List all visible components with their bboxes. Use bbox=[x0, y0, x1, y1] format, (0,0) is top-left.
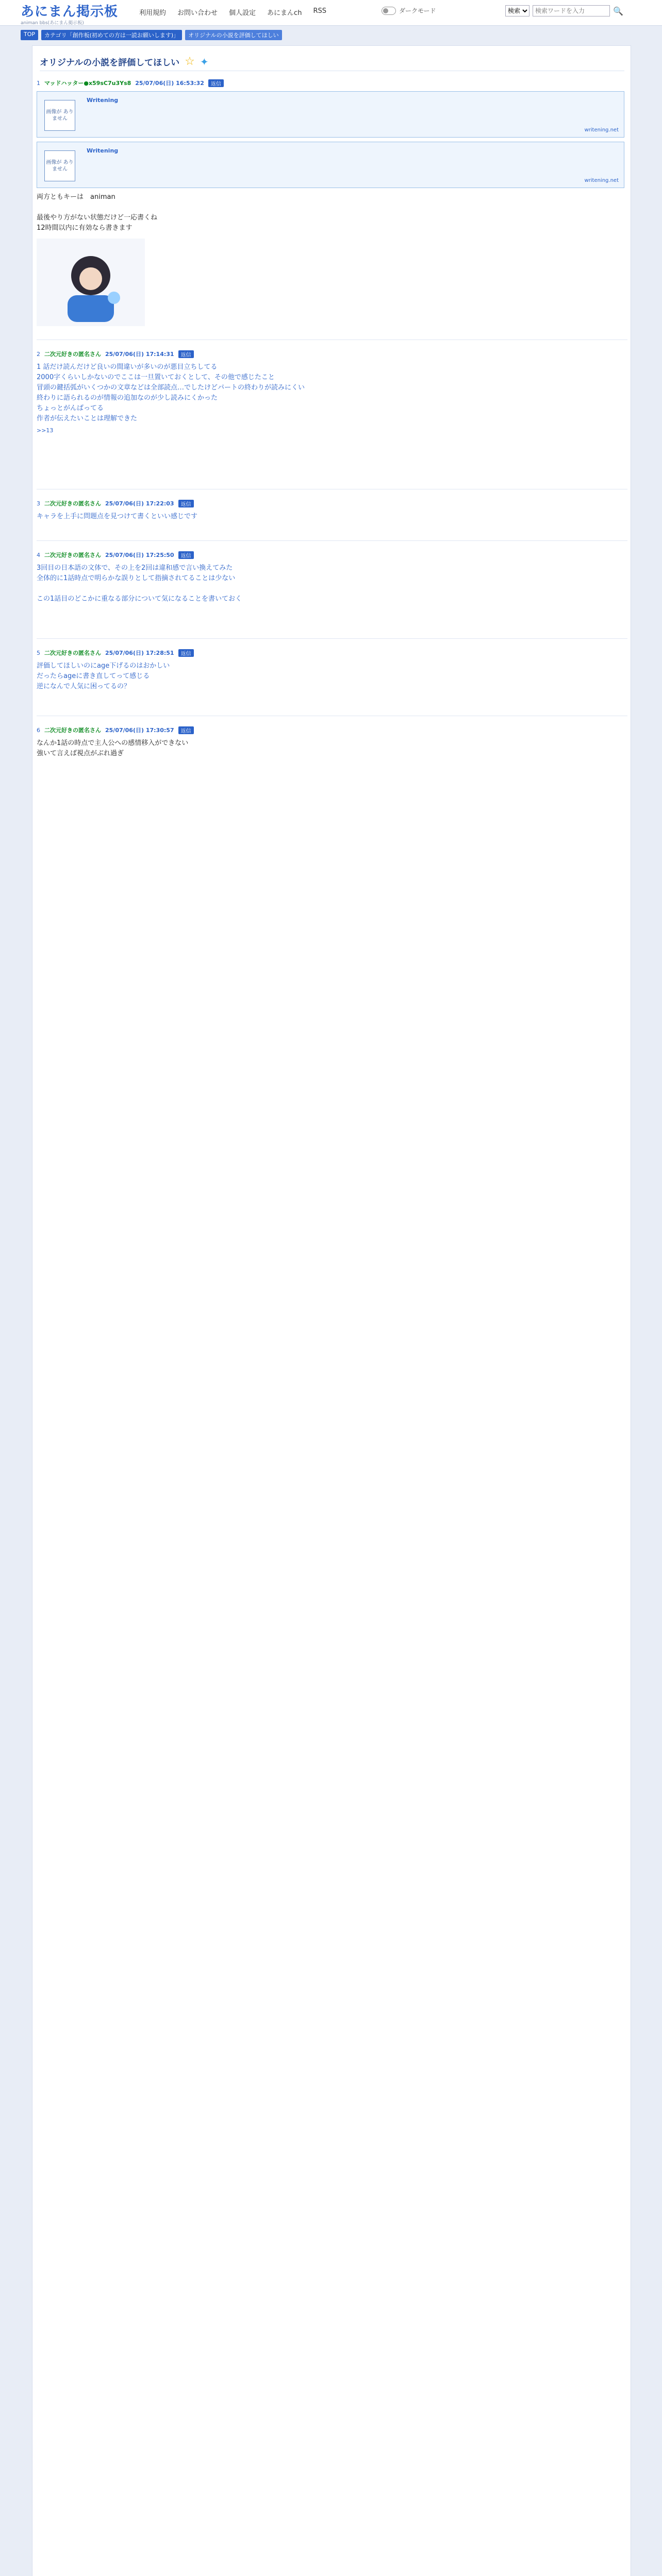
search-input[interactable] bbox=[533, 5, 610, 16]
thread-container bbox=[32, 45, 631, 2576]
reply-button[interactable]: 返信 bbox=[178, 500, 194, 507]
nav-terms[interactable]: 利用規約 bbox=[139, 9, 167, 17]
poster-name: マッドハッター●x59sC7u3Ys8 bbox=[44, 80, 131, 87]
search-scope-select[interactable] bbox=[505, 5, 529, 16]
nav-rss[interactable]: RSS bbox=[313, 7, 326, 15]
poster-name: 二次元好きの匿名さん bbox=[44, 500, 101, 507]
post-number[interactable]: 6 bbox=[37, 726, 40, 734]
post-header bbox=[37, 551, 627, 559]
post-date: 25/07/06(日) 17:28:51 bbox=[105, 650, 174, 656]
post-body: 両方ともキーは animan 最後やり方がない状態だけど一応書くね 12時間以内に有効なら書きます bbox=[37, 193, 158, 232]
post-date: 25/07/06(日) 17:30:57 bbox=[105, 727, 174, 734]
divider bbox=[37, 540, 627, 541]
card-label: Writening bbox=[87, 97, 119, 104]
reply-button[interactable]: 返信 bbox=[178, 350, 194, 358]
post-header bbox=[37, 726, 627, 734]
post bbox=[37, 79, 627, 326]
post-date: 25/07/06(日) 16:53:32 bbox=[135, 80, 204, 87]
post-number[interactable]: 2 bbox=[37, 350, 40, 358]
post-body: 評価してほしいのにage下げるのはおかしい だったらageに書き直してって感じる 逆になんで人気に困ってるの？ bbox=[37, 662, 170, 690]
poster-name: 二次元好きの匿名さん bbox=[44, 552, 101, 558]
post-number[interactable]: 3 bbox=[37, 500, 40, 507]
post bbox=[37, 726, 627, 759]
logo-title: あにまん掲示板 bbox=[21, 4, 119, 20]
post-header bbox=[37, 499, 627, 507]
post bbox=[37, 551, 627, 604]
toggle-switch[interactable] bbox=[382, 7, 396, 15]
card-placeholder-image: 画像が ありません bbox=[44, 100, 75, 131]
reply-button[interactable]: 返信 bbox=[178, 726, 194, 734]
post-date: 25/07/06(日) 17:22:03 bbox=[105, 500, 174, 507]
post bbox=[37, 649, 627, 692]
post-header bbox=[37, 79, 627, 87]
post-image[interactable] bbox=[37, 239, 145, 326]
twitter-bird-icon[interactable]: ✦ bbox=[200, 55, 209, 68]
dark-mode-label: ダークモード bbox=[399, 7, 436, 14]
breadcrumb bbox=[21, 30, 282, 40]
breadcrumb-category[interactable]: カテゴリ「創作板(初めての方は一読お願いします)」 bbox=[41, 30, 182, 40]
post-body: 1 話だけ読んだけど良いの間違いが多いのが悪目立ちしてる 2000字くらいしかないのでここは一旦置いておくとして、その他で感じたこと 冒頭の鍵括弧がいくつかの文章などは全部読点…でしたけどパートの終わりが読みにくい 終わりに語られるのが情報の追加なのが少し読みにくかった ちょっとがんばってる 作者が伝えたいことは理解できた bbox=[37, 363, 305, 422]
reply-link[interactable]: >>13 bbox=[37, 427, 54, 434]
reply-button[interactable]: 返信 bbox=[178, 649, 194, 657]
post bbox=[37, 350, 627, 434]
thread-header bbox=[40, 55, 209, 68]
card-placeholder-image: 画像が ありません bbox=[44, 150, 75, 181]
post-number[interactable]: 4 bbox=[37, 551, 40, 558]
post-number[interactable]: 5 bbox=[37, 649, 40, 656]
post-date: 25/07/06(日) 17:14:31 bbox=[105, 351, 174, 358]
nav-settings[interactable]: 個人設定 bbox=[229, 9, 256, 17]
header-nav bbox=[139, 7, 326, 17]
site-logo[interactable] bbox=[21, 1, 118, 26]
breadcrumb-top[interactable]: TOP bbox=[21, 30, 38, 40]
site-header bbox=[0, 0, 662, 26]
card-domain: writening.net bbox=[584, 178, 619, 183]
poster-name: 二次元好きの匿名さん bbox=[44, 650, 101, 656]
card-label: Writening bbox=[87, 147, 119, 154]
nav-animanch[interactable]: あにまんch bbox=[267, 9, 302, 17]
post-body: キャラを上手に問題点を見つけて書くといい感じです bbox=[37, 513, 198, 520]
illustration-icon bbox=[37, 239, 145, 326]
link-card[interactable] bbox=[37, 91, 624, 138]
post-body: なんか1話の時点で主人公への感情移入ができない 強いて言えば視点がぶれ過ぎ bbox=[37, 739, 189, 757]
reply-button[interactable]: 返信 bbox=[208, 79, 224, 87]
post-body: 3回目の日本語の文体で、その上を2回は違和感で言い換えてみた 全体的に1話時点で明らかな誤りとして指摘されてることは少ない この1話目のどこかに重なる部分について気になることを書いておく bbox=[37, 564, 242, 603]
search-icon[interactable]: 🔍 bbox=[613, 6, 623, 16]
post-header bbox=[37, 649, 627, 657]
post-date: 25/07/06(日) 17:25:50 bbox=[105, 552, 174, 558]
card-domain: writening.net bbox=[584, 127, 619, 133]
dark-mode-toggle[interactable] bbox=[382, 6, 436, 15]
link-card[interactable] bbox=[37, 142, 624, 188]
reply-button[interactable]: 返信 bbox=[178, 551, 194, 559]
post bbox=[37, 499, 627, 522]
breadcrumb-thread[interactable]: オリジナルの小説を評価してほしい bbox=[185, 30, 282, 40]
post-header bbox=[37, 350, 627, 358]
poster-name: 二次元好きの匿名さん bbox=[44, 727, 101, 734]
search-bar bbox=[505, 5, 623, 16]
poster-name: 二次元好きの匿名さん bbox=[44, 351, 101, 358]
nav-contact[interactable]: お問い合わせ bbox=[177, 9, 218, 17]
star-icon[interactable]: ☆ bbox=[185, 55, 195, 68]
post-number[interactable]: 1 bbox=[37, 79, 40, 87]
logo-subtitle: animan bbs(あにまん掲示板) bbox=[21, 21, 84, 26]
thread-title: オリジナルの小説を評価してほしい bbox=[40, 58, 180, 68]
divider bbox=[37, 638, 627, 639]
